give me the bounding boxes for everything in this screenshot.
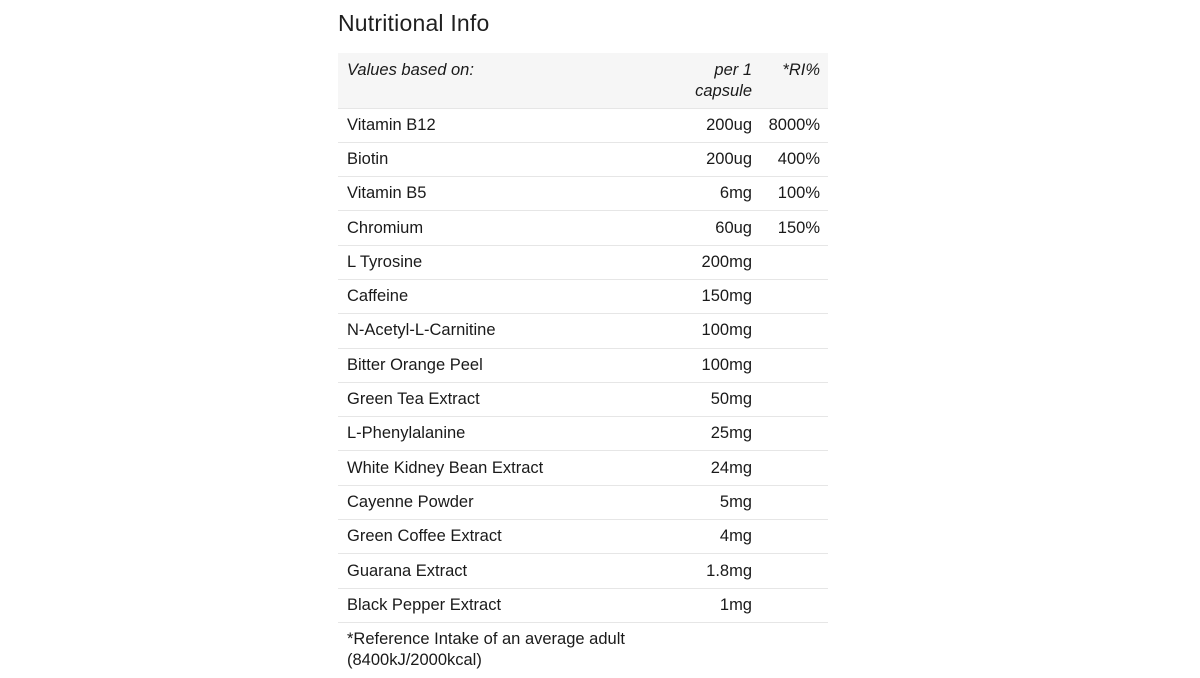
nutrient-name: Bitter Orange Peel [338,348,667,382]
nutrient-name: Caffeine [338,279,667,313]
nutrient-ri [760,279,828,313]
table-row [338,108,828,142]
nutrient-amount: 6mg [667,177,760,211]
nutrient-amount: 1.8mg [667,554,760,588]
table-row [338,451,828,485]
nutrient-name: L Tyrosine [338,245,667,279]
nutrient-name: Vitamin B5 [338,177,667,211]
nutrient-name: White Kidney Bean Extract [338,451,667,485]
nutrient-ri [760,382,828,416]
nutrient-amount: 100mg [667,348,760,382]
nutrient-amount: 50mg [667,382,760,416]
reference-intake-footnote: *Reference Intake of an average adult (8400kJ/2000kcal) [347,629,625,669]
nutrient-ri [760,314,828,348]
table-row [338,417,828,451]
nutrient-ri: 8000% [760,108,828,142]
nutrient-name: Green Tea Extract [338,382,667,416]
nutrient-ri [760,348,828,382]
section-title: Nutritional Info [338,10,490,36]
nutrient-amount: 100mg [667,314,760,348]
nutrient-amount: 200ug [667,142,760,176]
nutrient-ri: 100% [760,177,828,211]
nutrient-name: N-Acetyl-L-Carnitine [338,314,667,348]
nutrient-amount: 200ug [667,108,760,142]
nutrient-name: Chromium [338,211,667,245]
nutrient-amount: 200mg [667,245,760,279]
nutrient-ri [760,485,828,519]
table-row [338,279,828,313]
nutrient-ri: 150% [760,211,828,245]
header-ri-percent: *RI% [760,53,828,108]
table-row [338,588,828,622]
nutrient-name: Green Coffee Extract [338,520,667,554]
nutrient-ri [760,588,828,622]
nutrient-name: Biotin [338,142,667,176]
nutrient-ri [760,451,828,485]
table-row [338,485,828,519]
nutrient-amount: 24mg [667,451,760,485]
nutrient-amount: 1mg [667,588,760,622]
table-row [338,554,828,588]
nutrient-name: L-Phenylalanine [338,417,667,451]
nutrient-name: Black Pepper Extract [338,588,667,622]
table-row [338,142,828,176]
nutrient-amount: 60ug [667,211,760,245]
nutrient-amount: 25mg [667,417,760,451]
nutrient-ri: 400% [760,142,828,176]
nutrient-amount: 4mg [667,520,760,554]
nutrient-amount: 150mg [667,279,760,313]
table-row [338,520,828,554]
table-row [338,348,828,382]
nutrition-panel [338,0,828,671]
table-row [338,211,828,245]
nutrient-name: Guarana Extract [338,554,667,588]
nutrient-ri [760,245,828,279]
header-values-based-on: Values based on: [338,53,667,108]
table-row [338,245,828,279]
table-row [338,382,828,416]
nutrient-ri [760,520,828,554]
nutrient-ri [760,417,828,451]
table-row [338,177,828,211]
nutrient-ri [760,554,828,588]
nutrient-name: Vitamin B12 [338,108,667,142]
nutrient-amount: 5mg [667,485,760,519]
table-header-row [338,53,828,108]
nutrition-table [338,53,828,623]
header-per-capsule: per 1 capsule [667,53,760,108]
nutrient-name: Cayenne Powder [338,485,667,519]
table-row [338,314,828,348]
